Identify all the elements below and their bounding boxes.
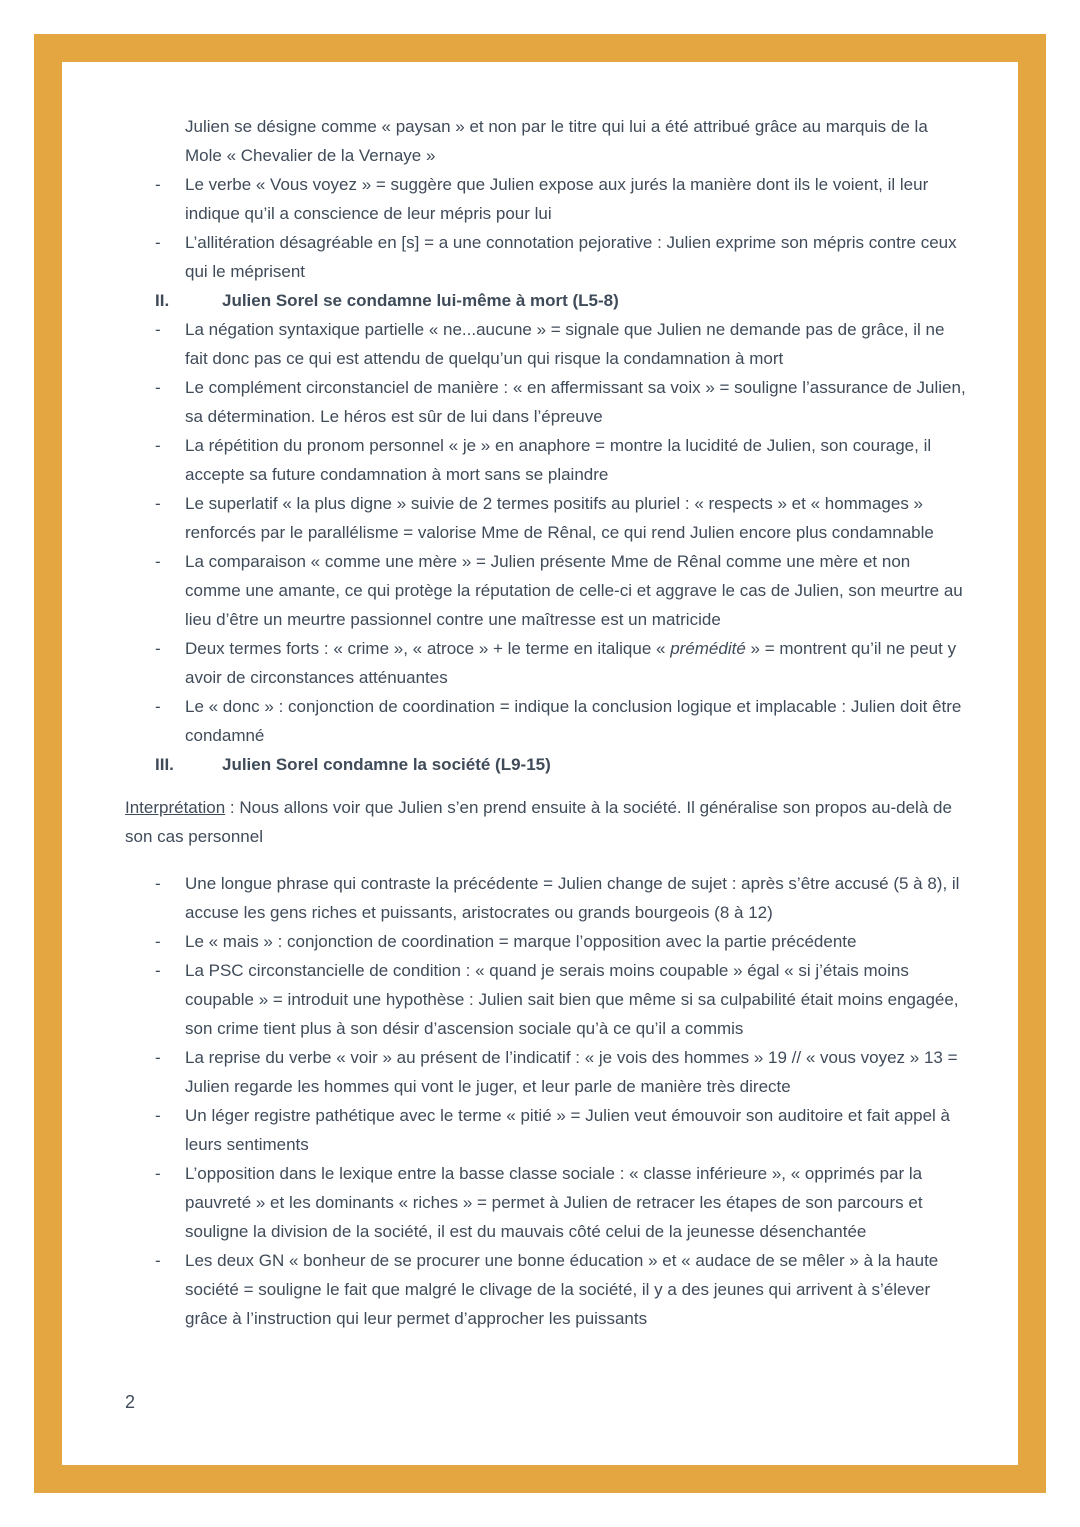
dash-marker: -: [155, 1251, 161, 1270]
list-item: [125, 1101, 968, 1159]
document-content: [125, 112, 968, 1333]
list-item-text: Le « mais » : conjonction de coordination = marque l’opposition avec la partie précédente: [185, 932, 857, 951]
section-heading-3: [125, 750, 968, 779]
interpretation-text: Nous allons voir que Julien s’en prend ensuite à la société. Il généralise son propos au-delà de son cas personnel: [125, 798, 952, 846]
list-item: [125, 431, 968, 489]
list-item-text: La négation syntaxique partielle « ne...aucune » = signale que Julien ne demande pas de grâce, il ne fait donc pas ce qui est attendu de quelqu’un qui risque la condamnation à mort: [185, 320, 945, 368]
list-item: [125, 956, 968, 1043]
dash-marker: -: [155, 436, 161, 455]
section-title: Julien Sorel se condamne lui-même à mort (L5-8): [222, 291, 619, 310]
dash-marker: -: [155, 175, 161, 194]
dash-marker: -: [155, 1164, 161, 1183]
list-item: [125, 489, 968, 547]
list-item-text: Le verbe « Vous voyez » = suggère que Julien expose aux jurés la manière dont ils le voient, il leur indique qu’il a conscience de leur mépris pour lui: [185, 175, 929, 223]
list-item-text: L’allitération désagréable en [s] = a une connotation pejorative : Julien exprime son mépris contre ceux qui le méprisent: [185, 233, 957, 281]
list-item-text: L’opposition dans le lexique entre la basse classe sociale : « classe inférieure », « opprimés par la pauvreté » et les dominants « riches » = permet à Julien de retracer les étapes de son parcours et souligne la division de la société, il est du mauvais côté celui de la jeunesse désenchantée: [185, 1164, 923, 1241]
section-title: Julien Sorel condamne la société (L9-15): [222, 755, 551, 774]
interpretation-separator: :: [225, 798, 240, 817]
list-item-text: La comparaison « comme une mère » = Julien présente Mme de Rênal comme une mère et non comme une amante, ce qui protège la réputation de celle-ci et aggrave le cas de Julien, son meurtre au lieu d’être un meurtre passionnel contre une maîtresse est un matricide: [185, 552, 963, 629]
list-item: [125, 1246, 968, 1333]
list-item: [125, 373, 968, 431]
list-item: [125, 315, 968, 373]
list-item-text-pre: Deux termes forts : « crime », « atroce » + le terme en italique «: [185, 639, 671, 658]
list-item-text: La PSC circonstancielle de condition : « quand je serais moins coupable » égal « si j’étais moins coupable » = introduit une hypothèse : Julien sait bien que même si sa culpabilité était moins engagée, son crime tient plus à son désir d’ascension sociale qu’à ce qu’il a commis: [185, 961, 959, 1038]
list-item-text: Le complément circonstanciel de manière : « en affermissant sa voix » = souligne l’assurance de Julien, sa détermination. Le héros est sûr de lui dans l’épreuve: [185, 378, 966, 426]
dash-marker: -: [155, 233, 161, 252]
dash-marker: -: [155, 1048, 161, 1067]
continuation-paragraph: Julien se désigne comme « paysan » et non par le titre qui lui a été attribué grâce au marquis de la Mole « Chevalier de la Vernaye »: [185, 117, 928, 165]
list-item-text: Les deux GN « bonheur de se procurer une bonne éducation » et « audace de se mêler » à la haute société = souligne le fait que malgré le clivage de la société, il y a des jeunes qui arrivent à s’élever grâce à l’instruction qui leur permet d’approcher les puissants: [185, 1251, 939, 1328]
dash-marker: -: [155, 874, 161, 893]
dash-marker: -: [155, 320, 161, 339]
dash-marker: -: [155, 494, 161, 513]
list-item-text: Une longue phrase qui contraste la précédente = Julien change de sujet : après s’être accusé (5 à 8), il accuse les gens riches et puissants, aristocrates ou grands bourgeois (8 à 12): [185, 874, 960, 922]
list-item: [125, 692, 968, 750]
section-number: II.: [155, 291, 170, 310]
interpretation-paragraph: [125, 793, 968, 851]
list-item-italic-term: prémédité: [670, 639, 746, 658]
dash-marker: -: [155, 961, 161, 980]
dash-marker: -: [155, 697, 161, 716]
list-item-text: Le « donc » : conjonction de coordination = indique la conclusion logique et implacable : Julien doit être condamné: [185, 697, 962, 745]
section-heading-2: [125, 286, 968, 315]
list-item: [125, 1043, 968, 1101]
list-item: [125, 927, 968, 956]
page-number: 2: [125, 1392, 136, 1412]
list-item: [125, 1159, 968, 1246]
list-item-text-post: » = montrent qu’il ne peut y avoir de circonstances atténuantes: [185, 639, 957, 687]
dash-marker: -: [155, 378, 161, 397]
dash-marker: -: [155, 552, 161, 571]
dash-marker: -: [155, 1106, 161, 1125]
list-item: [125, 170, 968, 228]
dash-marker: -: [155, 639, 161, 658]
list-item: [125, 869, 968, 927]
section-number: III.: [155, 755, 174, 774]
dash-marker: -: [155, 932, 161, 951]
list-item-text: Le superlatif « la plus digne » suivie de 2 termes positifs au pluriel : « respects » et « hommages » renforcés par le parallélisme = valorise Mme de Rênal, ce qui rend Julien encore plus condamnable: [185, 494, 934, 542]
list-item-text: La reprise du verbe « voir » au présent de l’indicatif : « je vois des hommes » 19 // « vous voyez » 13 = Julien regarde les hommes qui vont le juger, et leur parle de manière très directe: [185, 1048, 958, 1096]
list-item: [125, 634, 968, 692]
interpretation-label: Interprétation: [125, 798, 226, 817]
list-item-text: Un léger registre pathétique avec le terme « pitié » = Julien veut émouvoir son auditoire et fait appel à leurs sentiments: [185, 1106, 950, 1154]
list-item: [125, 228, 968, 286]
list-item-text: La répétition du pronom personnel « je » en anaphore = montre la lucidité de Julien, son courage, il accepte sa future condamnation à mort sans se plaindre: [185, 436, 932, 484]
list-item: [125, 547, 968, 634]
